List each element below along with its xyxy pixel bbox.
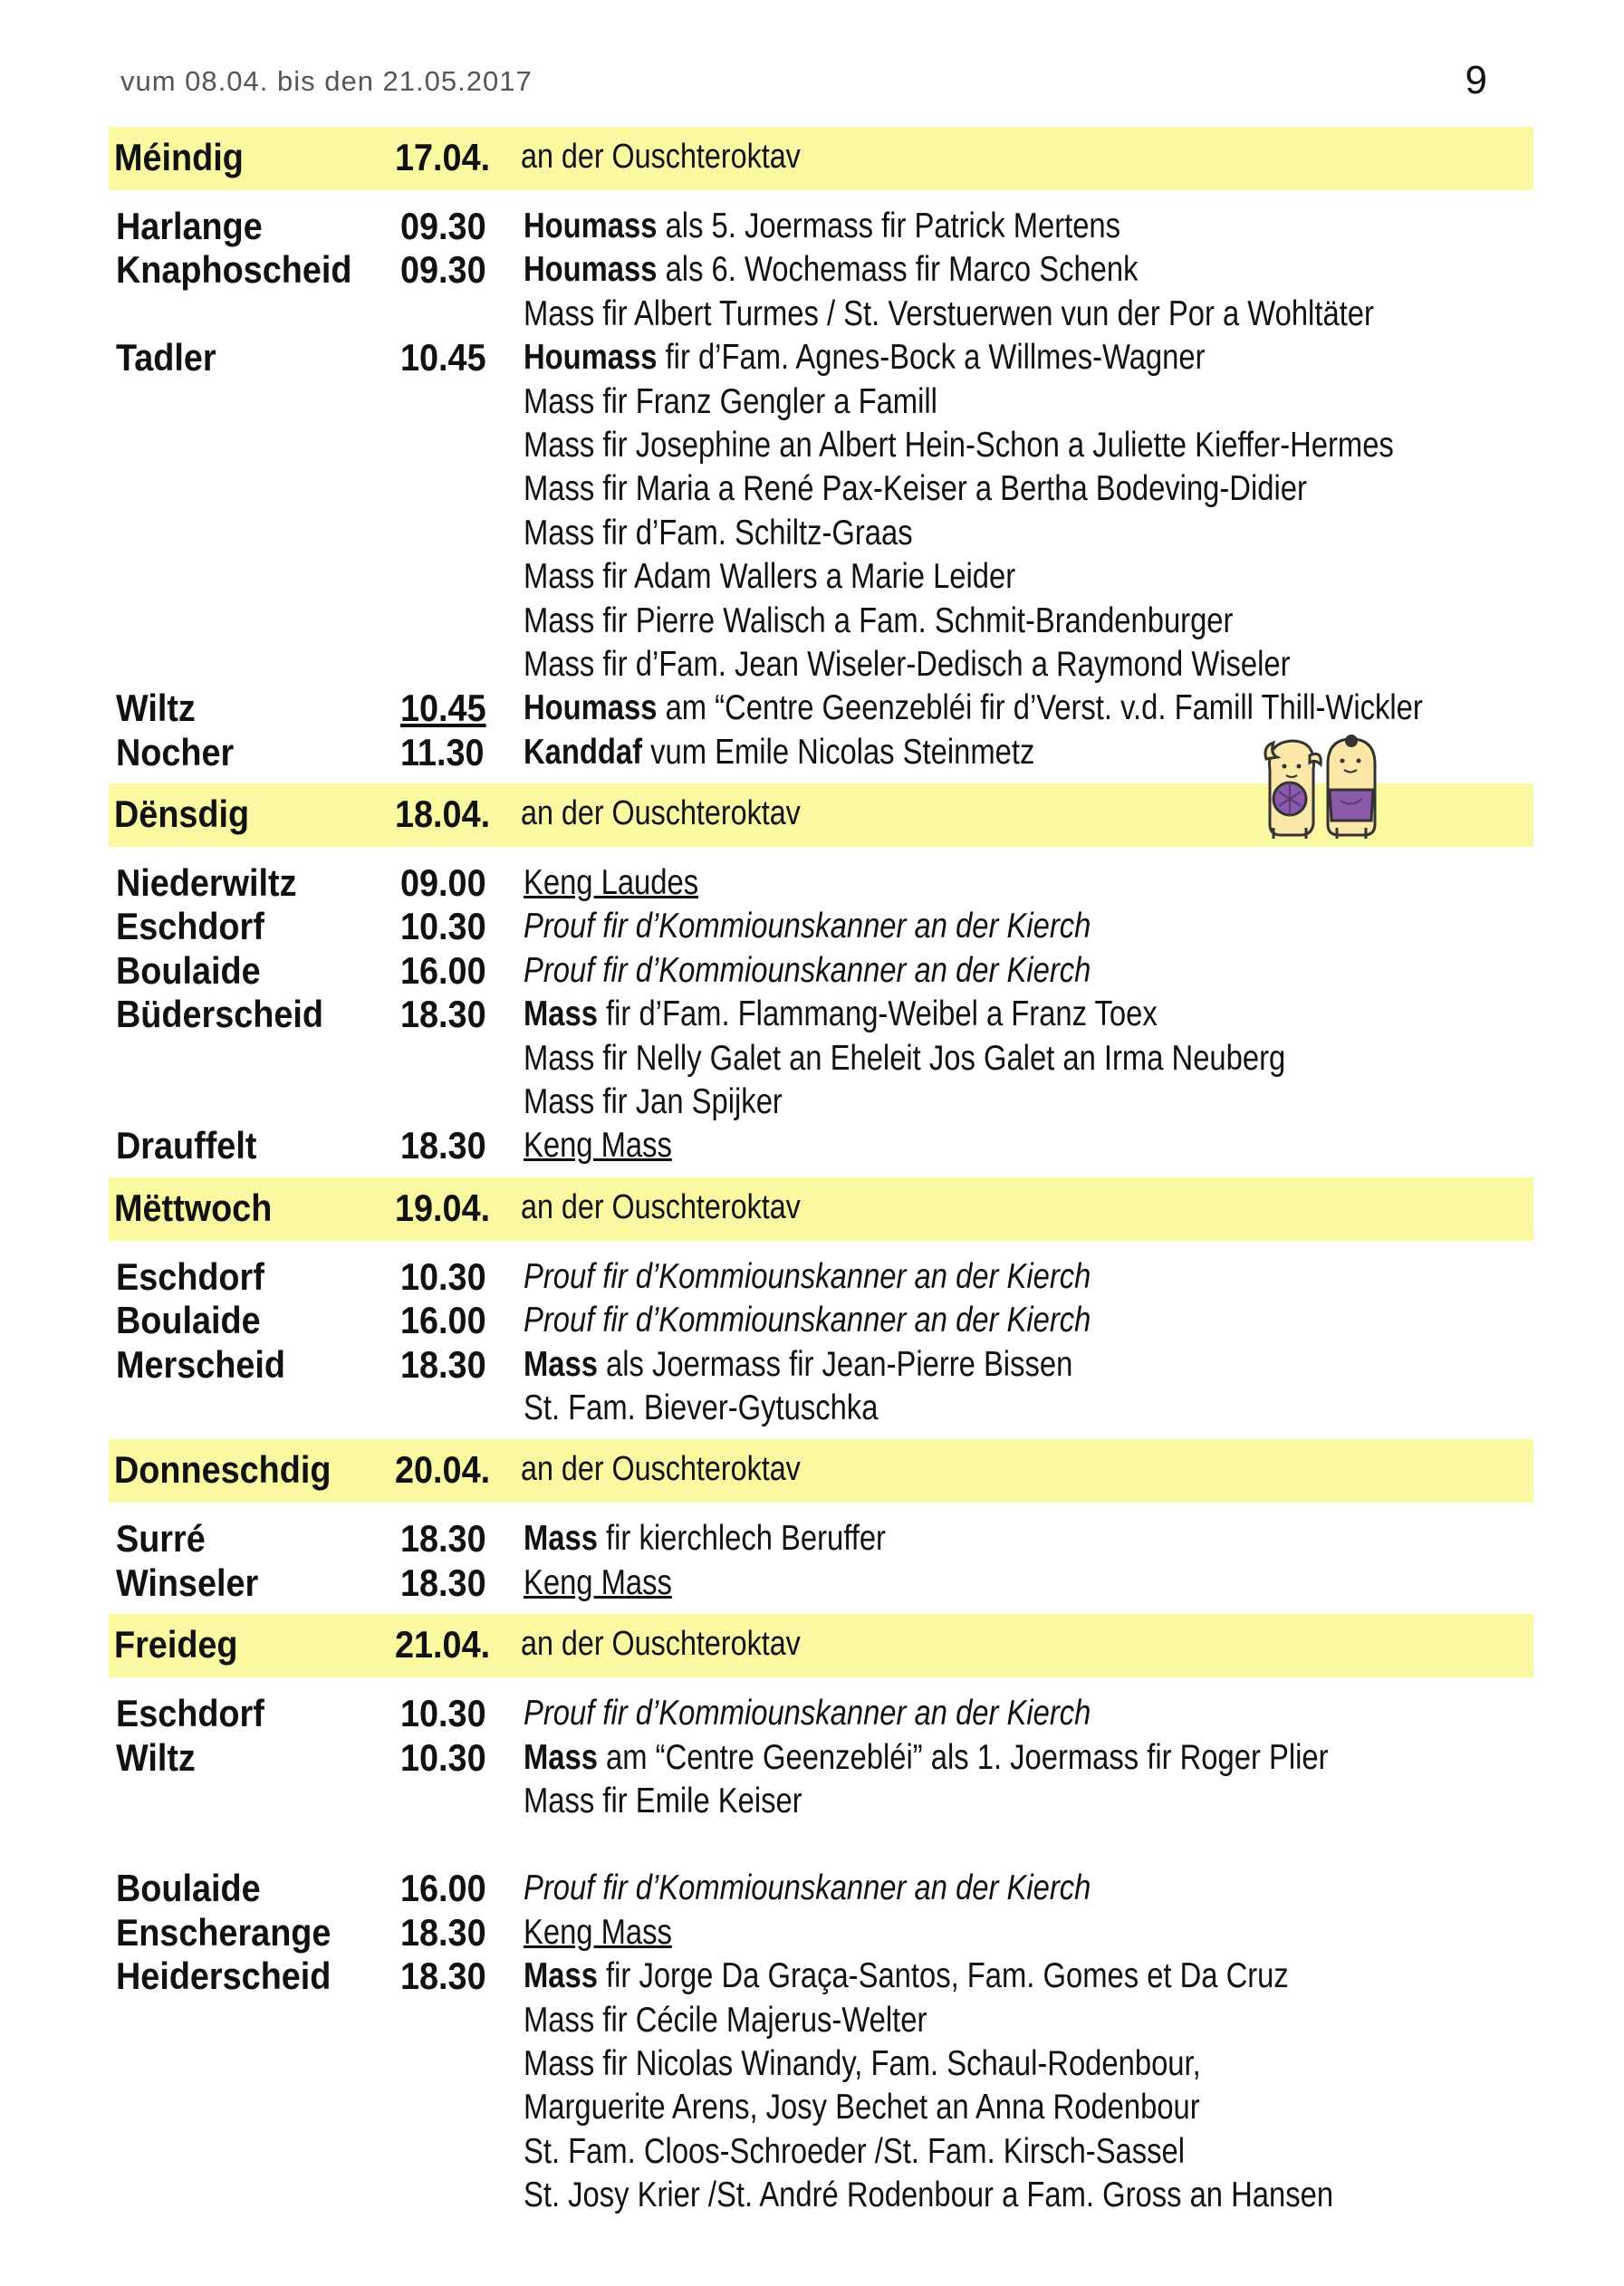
- intention-text: Prouf fir d’Kommiounskanner an der Kierch: [524, 907, 1091, 946]
- schedule-row: [109, 946, 1533, 992]
- place-name: Tadler: [116, 336, 216, 379]
- mass-type: Mass: [524, 1344, 598, 1384]
- intention-text: am “Centre Geenzebléi” als 1. Joermass fir Roger Plier: [597, 1737, 1329, 1777]
- intention-text: St. Josy Krier /St. André Rodenbour a Fam. Gross an Hansen: [524, 2176, 1334, 2215]
- mass-intention: [524, 426, 1394, 466]
- schedule-row: [109, 420, 1533, 464]
- mass-intention: [524, 2044, 1201, 2084]
- mass-type: Houmass: [524, 207, 658, 245]
- schedule-row: [109, 2170, 1533, 2214]
- weekday: Freideg: [114, 1623, 238, 1666]
- schedule-row: [109, 1907, 1533, 1954]
- schedule-row: [109, 552, 1533, 595]
- day-header: [109, 1614, 1533, 1677]
- place-name: Nocher: [116, 730, 235, 773]
- date: 19.04.: [395, 1186, 491, 1229]
- schedule-row: [109, 1733, 1533, 1779]
- mass-intention: [524, 557, 1015, 597]
- schedule-row: [109, 596, 1533, 639]
- schedule-row: [109, 1120, 1533, 1167]
- mass-type: Houmass: [524, 688, 658, 728]
- place-name: Wiltz: [116, 1735, 196, 1779]
- mass-type: Houmass: [524, 250, 658, 290]
- mass-intention: [524, 601, 1233, 641]
- day-entries: [109, 1241, 1533, 1440]
- schedule-row: [109, 2082, 1533, 2126]
- intention-text: Prouf fir d’Kommiounskanner an der Kierch: [524, 1301, 1091, 1340]
- mass-time: 09.30: [400, 248, 486, 292]
- place-name: Niederwiltz: [116, 861, 297, 905]
- mass-time: 10.45: [400, 336, 486, 379]
- mass-time: 09.30: [400, 205, 486, 247]
- weekday: Mëttwoch: [114, 1186, 273, 1229]
- intention-text: fir kierchlech Beruffer: [597, 1519, 886, 1559]
- schedule-row: [109, 858, 1533, 905]
- schedule-row: [109, 1776, 1533, 1820]
- schedule-row: [109, 1077, 1533, 1120]
- intention-text: St. Fam. Cloos-Schroeder /St. Fam. Kirsch-Sassel: [524, 2131, 1186, 2171]
- schedule-row: [109, 1340, 1533, 1386]
- octave-label: an der Ouschteroktav: [521, 1187, 801, 1226]
- place-name: Wiltz: [116, 687, 196, 730]
- intention-text: als 6. Wochemass fir Marco Schenk: [657, 250, 1139, 290]
- place-name: Boulaide: [116, 948, 261, 992]
- mass-time: 10.45: [400, 687, 486, 730]
- place-name: Boulaide: [116, 1867, 261, 1910]
- mass-time: 10.30: [400, 905, 486, 948]
- schedule-row: [109, 245, 1533, 292]
- schedule-row: [109, 1995, 1533, 2039]
- schedule-row: [109, 289, 1533, 332]
- mass-intention: [524, 514, 913, 553]
- intention-text: Prouf fir d’Kommiounskanner an der Kierch: [524, 950, 1091, 990]
- schedule-row: [109, 989, 1533, 1036]
- schedule-row: [109, 901, 1533, 948]
- intention-text: Mass fir Pierre Walisch a Fam. Schmit-Brandenburger: [524, 600, 1234, 640]
- mass-time: 10.30: [400, 1735, 486, 1779]
- schedule-row: [109, 332, 1533, 379]
- date: 20.04.: [395, 1448, 491, 1492]
- octave-label: an der Ouschteroktav: [521, 794, 801, 833]
- schedule-row: [109, 1295, 1533, 1342]
- schedule-row: [109, 639, 1533, 683]
- mass-intention: [524, 1126, 672, 1166]
- page-header: [120, 58, 1515, 102]
- mass-intention: [524, 863, 698, 903]
- mass-intention: [524, 1345, 1072, 1385]
- intention-text: Prouf fir d’Kommiounskanner an der Kierch: [524, 1694, 1091, 1734]
- intention-text: Mass fir Nelly Galet an Eheleit Jos Galet an Irma Neuberg: [524, 1038, 1286, 1078]
- octave-label: an der Ouschteroktav: [521, 1450, 801, 1489]
- schedule-row: [109, 1863, 1533, 1910]
- schedule-row: [109, 464, 1533, 507]
- day-entries: [109, 1677, 1533, 2226]
- schedule-row: [109, 1688, 1533, 1735]
- intention-text: Mass fir Nicolas Winandy, Fam. Schaul-Rodenbour,: [524, 2043, 1201, 2083]
- mass-intention: [524, 469, 1307, 509]
- mass-time: 16.00: [400, 1867, 486, 1910]
- intention-text: Mass fir Franz Gengler a Famill: [524, 381, 937, 421]
- weekday: Méindig: [114, 136, 244, 178]
- mass-type: Mass: [524, 1519, 598, 1559]
- mass-intention: [524, 1782, 802, 1821]
- spacer: [109, 1820, 1533, 1863]
- schedule-row: [109, 2127, 1533, 2170]
- schedule-row: [109, 1513, 1533, 1561]
- place-name: Knaphoscheid: [116, 248, 352, 292]
- page-number: 9: [1465, 58, 1488, 102]
- day-entries: [109, 847, 1533, 1177]
- mass-time: 18.30: [400, 1955, 486, 1998]
- mass-intention: [524, 338, 1205, 378]
- mass-schedule: [109, 127, 1533, 2226]
- mass-intention: [524, 294, 1374, 334]
- mass-type: Mass: [524, 1956, 598, 1996]
- mass-intention: [524, 1913, 672, 1953]
- mass-time: 18.30: [400, 1124, 486, 1167]
- place-name: Surré: [116, 1517, 206, 1561]
- place-name: Drauffelt: [116, 1124, 257, 1167]
- mass-intention: [524, 1388, 878, 1428]
- octave-label: an der Ouschteroktav: [521, 1625, 801, 1664]
- mass-type: Houmass: [524, 338, 658, 378]
- intention-text: Mass fir d’Fam. Schiltz-Graas: [524, 513, 913, 552]
- mass-type: Mass: [524, 994, 598, 1034]
- mass-intention: [524, 907, 1091, 946]
- place-name: Merscheid: [116, 1342, 285, 1386]
- mass-intention: [524, 2001, 927, 2041]
- intention-text: am “Centre Geenzebléi fir d’Verst. v.d. Famill Thill-Wickler: [657, 688, 1423, 728]
- date: 17.04.: [395, 136, 491, 178]
- intention-text: Mass fir Cécile Majerus-Welter: [524, 2000, 927, 2040]
- day-header: [109, 127, 1533, 190]
- place-name: Winseler: [116, 1561, 259, 1604]
- schedule-row: [109, 1951, 1533, 1998]
- schedule-row: [109, 683, 1533, 730]
- mass-time: 10.30: [400, 1254, 486, 1298]
- schedule-row: [109, 1383, 1533, 1426]
- mass-intention: [524, 688, 1423, 728]
- mass-intention: [524, 1082, 783, 1122]
- mass-time: 10.30: [400, 1692, 486, 1735]
- mass-intention: [524, 2088, 1200, 2128]
- day-header: [109, 1177, 1533, 1241]
- intention-text: Marguerite Arens, Josy Bechet an Anna Rodenbour: [524, 2088, 1200, 2128]
- schedule-row: [109, 1558, 1533, 1604]
- intention-text: als 5. Joermass fir Patrick Mertens: [657, 207, 1121, 245]
- intention-text: Mass fir Jan Spijker: [524, 1082, 783, 1122]
- weekday: Dënsdig: [114, 792, 250, 836]
- schedule-row: [109, 508, 1533, 552]
- mass-intention: [524, 2132, 1185, 2172]
- place-name: Eschdorf: [116, 905, 264, 948]
- schedule-row: [109, 1252, 1533, 1298]
- mass-intention: [524, 1519, 886, 1559]
- mass-intention: [524, 1563, 672, 1603]
- intention-text: Mass fir Albert Turmes / St. Verstuerwen vun der Por a Wohltäter: [524, 293, 1374, 333]
- weekday: Donneschdig: [114, 1448, 332, 1492]
- place-name: Harlange: [116, 205, 263, 247]
- mass-time: 16.00: [400, 1299, 486, 1342]
- mass-intention: [524, 2176, 1333, 2215]
- intention-text: Keng Laudes: [524, 863, 699, 903]
- intention-text: St. Fam. Biever-Gytuschka: [524, 1388, 879, 1427]
- communion-children-icon: [1254, 734, 1380, 840]
- mass-intention: [524, 951, 1091, 991]
- date-range: vum 08.04. bis den 21.05.2017: [120, 65, 533, 97]
- mass-intention: [524, 994, 1158, 1034]
- schedule-row: [109, 2039, 1533, 2082]
- mass-intention: [524, 1301, 1091, 1340]
- intention-text: Mass fir Maria a René Pax-Keiser a Bertha Bodeving-Didier: [524, 469, 1307, 509]
- intention-text: Keng Mass: [524, 1912, 672, 1952]
- place-name: Enscherange: [116, 1910, 332, 1954]
- mass-intention: [524, 1694, 1091, 1734]
- intention-text: Mass fir Adam Wallers a Marie Leider: [524, 557, 1016, 597]
- mass-type: Mass: [524, 1737, 598, 1777]
- intention-text: Mass fir Emile Keiser: [524, 1781, 802, 1820]
- place-name: Eschdorf: [116, 1692, 264, 1735]
- mass-intention: [524, 1868, 1091, 1908]
- mass-intention: [524, 1956, 1289, 1996]
- intention-text: fir Jorge Da Graça-Santos, Fam. Gomes et Da Cruz: [597, 1956, 1289, 1996]
- mass-intention: [524, 250, 1138, 290]
- mass-intention: [524, 645, 1291, 685]
- octave-label: an der Ouschteroktav: [521, 138, 801, 176]
- intention-text: fir d’Fam. Agnes-Bock a Willmes-Wagner: [657, 338, 1206, 378]
- mass-time: 18.30: [400, 1561, 486, 1604]
- place-name: Eschdorf: [116, 1254, 264, 1298]
- place-name: Büderscheid: [116, 993, 323, 1036]
- intention-text: Keng Mass: [524, 1562, 672, 1602]
- mass-time: 18.30: [400, 1517, 486, 1561]
- mass-time: 09.00: [400, 861, 486, 905]
- intention-text: Prouf fir d’Kommiounskanner an der Kierch: [524, 1868, 1091, 1908]
- mass-time: 18.30: [400, 993, 486, 1036]
- mass-intention: [524, 1738, 1329, 1778]
- day-entries: [109, 190, 1533, 783]
- mass-intention: [524, 382, 937, 422]
- intention-text: Mass fir d’Fam. Jean Wiseler-Dedisch a Raymond Wiseler: [524, 644, 1291, 684]
- schedule-row: [109, 1033, 1533, 1077]
- schedule-row: [109, 201, 1533, 245]
- place-name: Heiderscheid: [116, 1955, 332, 1998]
- day-header: [109, 1439, 1533, 1503]
- intention-text: als Joermass fir Jean-Pierre Bissen: [597, 1344, 1073, 1384]
- intention-text: Prouf fir d’Kommiounskanner an der Kierch: [524, 1256, 1091, 1296]
- schedule-row: [109, 377, 1533, 420]
- mass-intention: [524, 1039, 1285, 1079]
- mass-time: 18.30: [400, 1342, 486, 1386]
- mass-time: 18.30: [400, 1910, 486, 1954]
- mass-intention: [524, 1257, 1091, 1297]
- intention-text: vum Emile Nicolas Steinmetz: [642, 732, 1035, 772]
- date: 21.04.: [395, 1623, 491, 1666]
- mass-time: 11.30: [400, 730, 485, 773]
- mass-type: Kanddaf: [524, 732, 643, 772]
- place-name: Boulaide: [116, 1299, 261, 1342]
- mass-intention: [524, 207, 1120, 246]
- mass-time: 16.00: [400, 948, 486, 992]
- intention-text: Mass fir Josephine an Albert Hein-Schon a Juliette Kieffer-Hermes: [524, 425, 1394, 465]
- day-entries: [109, 1503, 1533, 1614]
- date: 18.04.: [395, 792, 491, 836]
- mass-intention: [524, 733, 1034, 773]
- intention-text: Keng Mass: [524, 1126, 672, 1166]
- intention-text: fir d’Fam. Flammang-Weibel a Franz Toex: [597, 994, 1158, 1034]
